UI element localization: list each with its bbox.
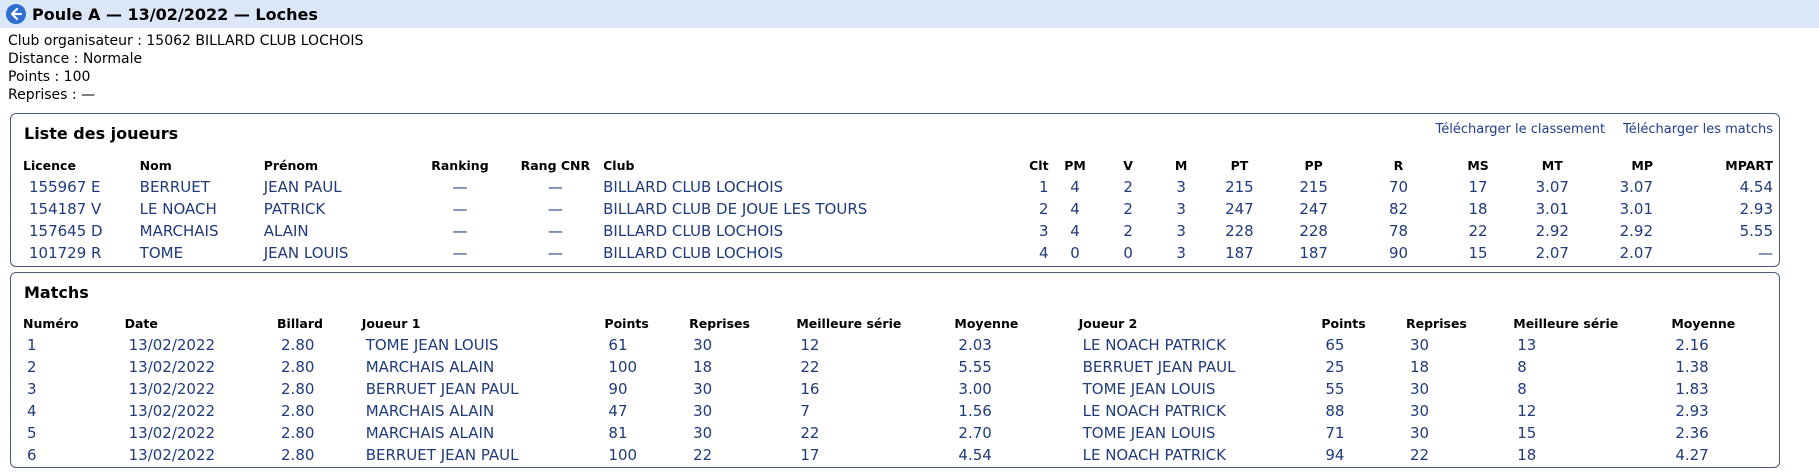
match-cell: 4 [27,402,37,420]
matches-col-header: Meilleure série [1513,315,1619,331]
player-cell: 247 [1225,200,1254,218]
matches-col-header: Points [1321,315,1366,331]
match-cell: 47 [608,402,628,420]
match-cell: BERRUET JEAN PAUL [365,446,519,464]
match-cell: 1.56 [958,402,992,420]
match-cell: 13 [1517,336,1537,354]
table-row [23,334,1773,356]
player-cell: 4 [1070,200,1080,218]
match-cell: 2.80 [281,358,315,376]
players-col-header: Ranking [431,157,489,173]
match-cell: 22 [800,424,820,442]
match-cell: 7 [800,402,810,420]
matches-col-header: Moyenne [1671,315,1736,331]
players-col-header: V [1123,157,1133,173]
player-cell: ALAIN [263,222,309,240]
player-cell: 187 [1299,244,1328,262]
download-matches-link[interactable]: Télécharger les matchs [1623,122,1773,137]
match-cell: 17 [800,446,820,464]
player-cell: 0 [1123,244,1133,262]
player-cell: — [547,222,563,240]
player-cell: 5.55 [1739,222,1773,240]
match-cell: 30 [693,336,713,354]
player-cell: 187 [1225,244,1254,262]
match-cell: 71 [1325,424,1345,442]
reprises-info: Reprises : — [8,87,96,103]
points-info: Points : 100 [8,69,91,85]
table-row [23,400,1773,422]
match-cell: 2 [27,358,37,376]
player-cell: 3 [1176,222,1186,240]
player-cell: 3 [1176,178,1186,196]
match-cell: 94 [1325,446,1345,464]
player-cell: 3 [1039,222,1049,240]
matches-col-header: Reprises [1406,315,1467,331]
player-cell: BILLARD CLUB LOCHOIS [603,178,784,196]
match-cell: TOME JEAN LOUIS [1082,424,1216,442]
player-cell: 18 [1468,200,1488,218]
matches-col-header: Billard [277,315,323,331]
player-cell: 3.01 [1619,200,1654,218]
player-cell: JEAN PAUL [263,178,342,196]
match-cell: 3 [27,380,37,398]
match-cell: 2.80 [281,402,315,420]
matches-col-header: Reprises [689,315,750,331]
table-row [23,444,1773,466]
player-cell: 0 [1070,244,1080,262]
player-cell: — [452,178,468,196]
player-cell: LE NOACH [139,200,217,218]
matches-col-header: Date [124,315,158,331]
match-cell: 16 [800,380,820,398]
match-cell: 13/02/2022 [128,336,216,354]
match-cell: 3.00 [958,380,992,398]
player-cell: BILLARD CLUB LOCHOIS [603,222,784,240]
match-cell: 30 [1410,424,1430,442]
match-cell: 1.38 [1675,358,1709,376]
player-cell: 215 [1225,178,1254,196]
match-cell: 13/02/2022 [128,424,216,442]
players-col-header: M [1174,157,1188,173]
matches-col-header: Moyenne [954,315,1019,331]
match-cell: 22 [693,446,713,464]
player-cell: 2.92 [1535,222,1569,240]
player-cell: — [1758,244,1773,262]
player-cell: 247 [1299,200,1328,218]
matches-title: Matchs [24,283,89,302]
match-cell: 2.80 [281,336,315,354]
player-cell: — [452,222,468,240]
player-cell: 4 [1070,178,1080,196]
player-cell: TOME [139,244,184,262]
match-cell: 4.27 [1675,446,1709,464]
distance-info: Distance : Normale [8,51,143,67]
match-cell: LE NOACH PATRICK [1082,336,1226,354]
players-col-header: Clt [1029,157,1049,173]
match-cell: LE NOACH PATRICK [1082,446,1226,464]
match-cell: 12 [1517,402,1537,420]
players-col-header: Rang CNR [520,157,591,173]
match-cell: 30 [693,424,713,442]
match-cell: 30 [1410,380,1430,398]
players-col-header: R [1393,157,1404,173]
players-col-header: PP [1304,157,1323,173]
match-cell: 13/02/2022 [128,446,216,464]
match-cell: 1 [27,336,37,354]
match-cell: 8 [1517,358,1527,376]
player-cell: 22 [1468,222,1488,240]
match-cell: 2.80 [281,446,315,464]
match-cell: 1.83 [1675,380,1709,398]
player-cell: BILLARD CLUB LOCHOIS [603,244,784,262]
match-cell: 18 [693,358,713,376]
matches-col-header: Points [604,315,649,331]
tournament-info [0,28,1819,104]
matches-header-row [23,312,1773,334]
table-row [23,242,1773,264]
table-row [23,220,1773,242]
table-row [23,356,1773,378]
match-cell: BERRUET JEAN PAUL [365,380,519,398]
match-cell: 61 [608,336,628,354]
match-cell: 8 [1517,380,1527,398]
player-cell: PATRICK [263,200,326,218]
match-cell: 13/02/2022 [128,380,216,398]
match-cell: 55 [1325,380,1345,398]
player-cell: 3 [1176,244,1186,262]
match-cell: MARCHAIS ALAIN [365,402,495,420]
match-cell: 12 [800,336,820,354]
player-cell: 2.07 [1619,244,1654,262]
player-cell: 3.07 [1619,178,1654,196]
player-cell: 90 [1388,244,1409,262]
player-cell: 78 [1388,222,1409,240]
players-col-header: MT [1541,157,1563,173]
player-cell: 215 [1299,178,1328,196]
players-title: Liste des joueurs [24,124,179,143]
player-cell: — [547,244,563,262]
match-cell: TOME JEAN LOUIS [1082,380,1216,398]
match-cell: 2.93 [1675,402,1709,420]
player-cell: — [452,244,468,262]
player-cell: 17 [1468,178,1488,196]
player-cell: 228 [1225,222,1254,240]
match-cell: 90 [608,380,628,398]
player-cell: 2 [1039,200,1049,218]
match-cell: 15 [1517,424,1537,442]
players-col-header: Nom [139,157,172,173]
players-col-header: Licence [23,157,76,173]
match-cell: 65 [1325,336,1345,354]
player-cell: 2 [1123,178,1133,196]
match-cell: 22 [800,358,820,376]
player-cell: 157645 D [29,222,103,240]
match-cell: 100 [608,358,638,376]
player-cell: — [547,178,563,196]
player-cell: 82 [1388,200,1409,218]
player-cell: 2.92 [1619,222,1654,240]
matches-panel [10,272,1780,468]
match-cell: 30 [1410,402,1430,420]
player-cell: 228 [1299,222,1328,240]
match-cell: 22 [1410,446,1430,464]
player-cell: JEAN LOUIS [263,244,349,262]
table-row [23,422,1773,444]
page-title: Poule A — 13/02/2022 — Loches [32,4,318,24]
download-ranking-link[interactable]: Télécharger le classement [1435,122,1606,137]
matches-col-header: Joueur 1 [361,315,421,331]
match-cell: 2.36 [1675,424,1709,442]
matches-col-header: Meilleure série [796,315,902,331]
player-cell: 3.01 [1535,200,1569,218]
match-cell: BERRUET JEAN PAUL [1082,358,1236,376]
match-cell: MARCHAIS ALAIN [365,424,495,442]
match-cell: 100 [608,446,638,464]
match-cell: 4.54 [958,446,992,464]
matches-col-header: Numéro [23,315,79,331]
player-cell: 2 [1123,200,1133,218]
organizer-club: Club organisateur : 15062 BILLARD CLUB LOCHOIS [8,33,364,49]
match-cell: 2.16 [1675,336,1709,354]
match-cell: MARCHAIS ALAIN [365,358,495,376]
player-cell: 2.07 [1535,244,1569,262]
match-cell: 25 [1325,358,1345,376]
player-cell: 4.54 [1739,178,1773,196]
players-header-row [23,154,1773,176]
matches-table [23,312,1773,466]
players-col-header: MPART [1725,157,1773,173]
back-arrow-icon[interactable] [6,4,26,24]
player-cell: — [452,200,468,218]
player-cell: — [547,200,563,218]
match-cell: 2.03 [958,336,992,354]
players-table [23,154,1773,264]
player-cell: 2 [1123,222,1133,240]
player-cell: BILLARD CLUB DE JOUE LES TOURS [603,200,868,218]
match-cell: 18 [1410,358,1430,376]
players-panel [10,113,1780,267]
page-header [0,0,1819,28]
match-cell: TOME JEAN LOUIS [365,336,499,354]
match-cell: 2.70 [958,424,992,442]
matches-col-header: Joueur 2 [1078,315,1138,331]
players-col-header: Prénom [263,157,319,173]
match-cell: 88 [1325,402,1345,420]
player-cell: 154187 V [29,200,102,218]
player-cell: 155967 E [29,178,101,196]
player-cell: MARCHAIS [139,222,219,240]
match-cell: LE NOACH PATRICK [1082,402,1226,420]
player-cell: 70 [1388,178,1409,196]
player-cell: 2.93 [1739,200,1773,218]
player-cell: 3.07 [1535,178,1569,196]
player-cell: 15 [1468,244,1488,262]
match-cell: 18 [1517,446,1537,464]
table-row [23,198,1773,220]
table-row [23,176,1773,198]
match-cell: 2.80 [281,380,315,398]
match-cell: 6 [27,446,37,464]
players-col-header: PT [1230,157,1249,173]
player-cell: 101729 R [29,244,102,262]
player-cell: 4 [1039,244,1049,262]
match-cell: 5.55 [958,358,992,376]
match-cell: 30 [693,380,713,398]
players-col-header: MP [1631,157,1654,173]
table-row [23,378,1773,400]
player-cell: 1 [1039,178,1049,196]
download-links [1436,122,1774,137]
match-cell: 30 [693,402,713,420]
players-col-header: MS [1467,157,1489,173]
match-cell: 81 [608,424,628,442]
match-cell: 13/02/2022 [128,402,216,420]
match-cell: 2.80 [281,424,315,442]
match-cell: 5 [27,424,37,442]
players-col-header: PM [1064,157,1086,173]
player-cell: 4 [1070,222,1080,240]
match-cell: 30 [1410,336,1430,354]
player-cell: 3 [1176,200,1186,218]
match-cell: 13/02/2022 [128,358,216,376]
players-col-header: Club [603,157,635,173]
player-cell: BERRUET [139,178,210,196]
